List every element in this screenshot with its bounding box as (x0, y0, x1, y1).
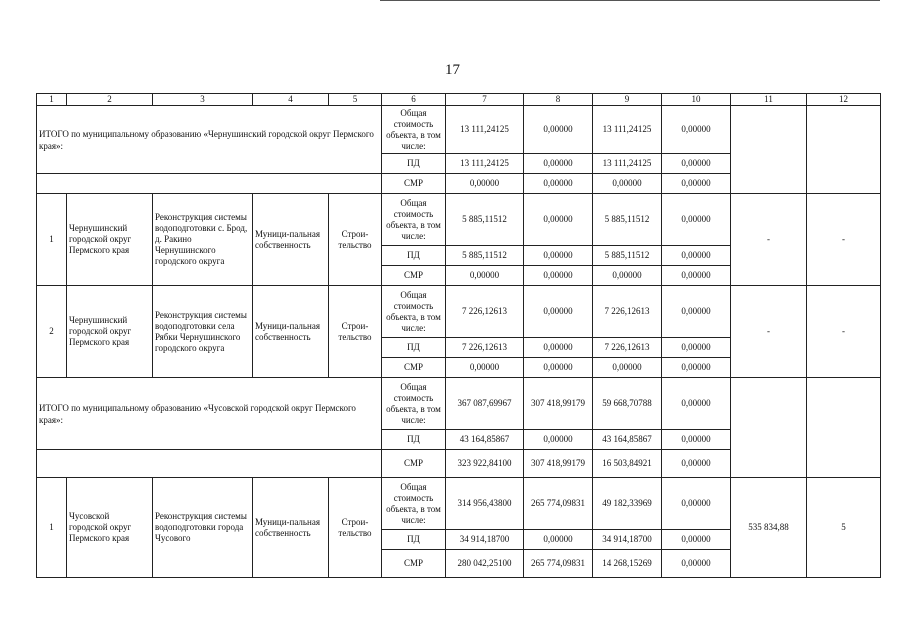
col8-value: 307 418,99179 (524, 378, 593, 430)
column-number: 12 (807, 94, 881, 106)
col9-value: 7 226,12613 (593, 338, 662, 358)
municipality: Чусовской городской округ Пермского края (67, 478, 153, 578)
col12-value: 5 (807, 478, 881, 578)
col8-value: 0,00000 (524, 530, 593, 550)
total-cost-label: Общая стоимость объекта, в том числе: (382, 478, 446, 530)
col7-value: 13 111,24125 (446, 106, 524, 154)
col11-value: 535 834,88 (731, 478, 807, 578)
col7-value: 280 042,25100 (446, 550, 524, 578)
col9-value: 16 503,84921 (593, 450, 662, 478)
column-number: 2 (67, 94, 153, 106)
col8-value: 0,00000 (524, 266, 593, 286)
col12-value: - (807, 194, 881, 286)
col8-value: 0,00000 (524, 430, 593, 450)
pd-label: ПД (382, 338, 446, 358)
col10-value: 0,00000 (662, 450, 731, 478)
budget-table (36, 93, 881, 578)
col9-value: 43 164,85867 (593, 430, 662, 450)
column-number: 10 (662, 94, 731, 106)
col10-value: 0,00000 (662, 286, 731, 338)
col10-value: 0,00000 (662, 338, 731, 358)
column-number: 3 (153, 94, 253, 106)
col10-value: 0,00000 (662, 174, 731, 194)
work-type: Строи-тельство (329, 286, 382, 378)
table-row (37, 194, 881, 246)
col8-value: 0,00000 (524, 174, 593, 194)
column-number: 4 (253, 94, 329, 106)
table-row (37, 478, 881, 530)
col7-value: 0,00000 (446, 174, 524, 194)
col8-value: 307 418,99179 (524, 450, 593, 478)
col10-value: 0,00000 (662, 194, 731, 246)
total-row (37, 106, 881, 154)
col8-value: 0,00000 (524, 358, 593, 378)
col9-value: 14 268,15269 (593, 550, 662, 578)
ownership: Муници-пальная собственность (253, 194, 329, 286)
pd-label: ПД (382, 530, 446, 550)
pd-label: ПД (382, 430, 446, 450)
top-rule (380, 0, 880, 1)
smr-label: СМР (382, 358, 446, 378)
col9-value: 34 914,18700 (593, 530, 662, 550)
smr-label: СМР (382, 550, 446, 578)
col7-value: 7 226,12613 (446, 286, 524, 338)
col8-value: 0,00000 (524, 286, 593, 338)
col8-value: 265 774,09831 (524, 478, 593, 530)
col7-value: 5 885,11512 (446, 246, 524, 266)
pd-label: ПД (382, 154, 446, 174)
col7-value: 13 111,24125 (446, 154, 524, 174)
ownership: Муници-пальная собственность (253, 286, 329, 378)
col9-value: 0,00000 (593, 174, 662, 194)
column-number: 5 (329, 94, 382, 106)
column-number: 1 (37, 94, 67, 106)
row-number: 1 (37, 478, 67, 578)
object-name: Реконструкция системы водоподготовки города Чусового (153, 478, 253, 578)
col8-value: 0,00000 (524, 338, 593, 358)
smr-label: СМР (382, 266, 446, 286)
column-number: 6 (382, 94, 446, 106)
col7-value: 314 956,43800 (446, 478, 524, 530)
work-type: Строи-тельство (329, 478, 382, 578)
col11-value (731, 106, 807, 194)
col10-value: 0,00000 (662, 154, 731, 174)
total-cost-label: Общая стоимость объекта, в том числе: (382, 194, 446, 246)
col8-value: 0,00000 (524, 154, 593, 174)
col10-value: 0,00000 (662, 550, 731, 578)
col7-value: 7 226,12613 (446, 338, 524, 358)
col9-value: 7 226,12613 (593, 286, 662, 338)
col7-value: 0,00000 (446, 358, 524, 378)
col9-value: 59 668,70788 (593, 378, 662, 430)
total-cost-label: Общая стоимость объекта, в том числе: (382, 106, 446, 154)
col11-value (731, 378, 807, 478)
object-name: Реконструкция системы водоподготовки с. Брод, д. Ракино Чернушинского городского округа (153, 194, 253, 286)
municipality: Чернушинский городской округ Пермского края (67, 286, 153, 378)
col10-value: 0,00000 (662, 378, 731, 430)
total-row (37, 378, 881, 430)
work-type: Строи-тельство (329, 194, 382, 286)
col10-value: 0,00000 (662, 266, 731, 286)
col10-value: 0,00000 (662, 478, 731, 530)
col8-value: 0,00000 (524, 246, 593, 266)
table-row (37, 286, 881, 338)
column-number-row (37, 94, 881, 106)
total-cost-label: Общая стоимость объекта, в том числе: (382, 286, 446, 338)
col7-value: 5 885,11512 (446, 194, 524, 246)
col7-value: 34 914,18700 (446, 530, 524, 550)
column-number: 7 (446, 94, 524, 106)
row-number: 2 (37, 286, 67, 378)
col9-value: 13 111,24125 (593, 154, 662, 174)
col9-value: 5 885,11512 (593, 246, 662, 266)
column-number: 8 (524, 94, 593, 106)
column-number: 9 (593, 94, 662, 106)
col12-value (807, 106, 881, 194)
col11-value: - (731, 194, 807, 286)
col10-value: 0,00000 (662, 430, 731, 450)
total-title: ИТОГО по муниципальному образованию «Чусовской городской округ Пермского края»: (37, 378, 382, 450)
blank-cell (37, 450, 382, 478)
total-cost-label: Общая стоимость объекта, в том числе: (382, 378, 446, 430)
col9-value: 0,00000 (593, 266, 662, 286)
col9-value: 13 111,24125 (593, 106, 662, 154)
col10-value: 0,00000 (662, 246, 731, 266)
column-number: 11 (731, 94, 807, 106)
col7-value: 43 164,85867 (446, 430, 524, 450)
ownership: Муници-пальная собственность (253, 478, 329, 578)
col8-value: 265 774,09831 (524, 550, 593, 578)
col12-value (807, 378, 881, 478)
col10-value: 0,00000 (662, 106, 731, 154)
col10-value: 0,00000 (662, 358, 731, 378)
col9-value: 49 182,33969 (593, 478, 662, 530)
row-number: 1 (37, 194, 67, 286)
col8-value: 0,00000 (524, 194, 593, 246)
smr-label: СМР (382, 174, 446, 194)
col7-value: 0,00000 (446, 266, 524, 286)
col7-value: 323 922,84100 (446, 450, 524, 478)
col11-value: - (731, 286, 807, 378)
pd-label: ПД (382, 246, 446, 266)
col8-value: 0,00000 (524, 106, 593, 154)
col10-value: 0,00000 (662, 530, 731, 550)
municipality: Чернушинский городской округ Пермского края (67, 194, 153, 286)
page-number: 17 (445, 62, 460, 78)
col7-value: 367 087,69967 (446, 378, 524, 430)
col12-value: - (807, 286, 881, 378)
col9-value: 5 885,11512 (593, 194, 662, 246)
blank-cell (37, 174, 382, 194)
col9-value: 0,00000 (593, 358, 662, 378)
total-title: ИТОГО по муниципальному образованию «Чернушинский городской округ Пермского края»: (37, 106, 382, 174)
object-name: Реконструкция системы водоподготовки села Рябки Чернушинского городского округа (153, 286, 253, 378)
table-body (37, 94, 881, 578)
smr-label: СМР (382, 450, 446, 478)
